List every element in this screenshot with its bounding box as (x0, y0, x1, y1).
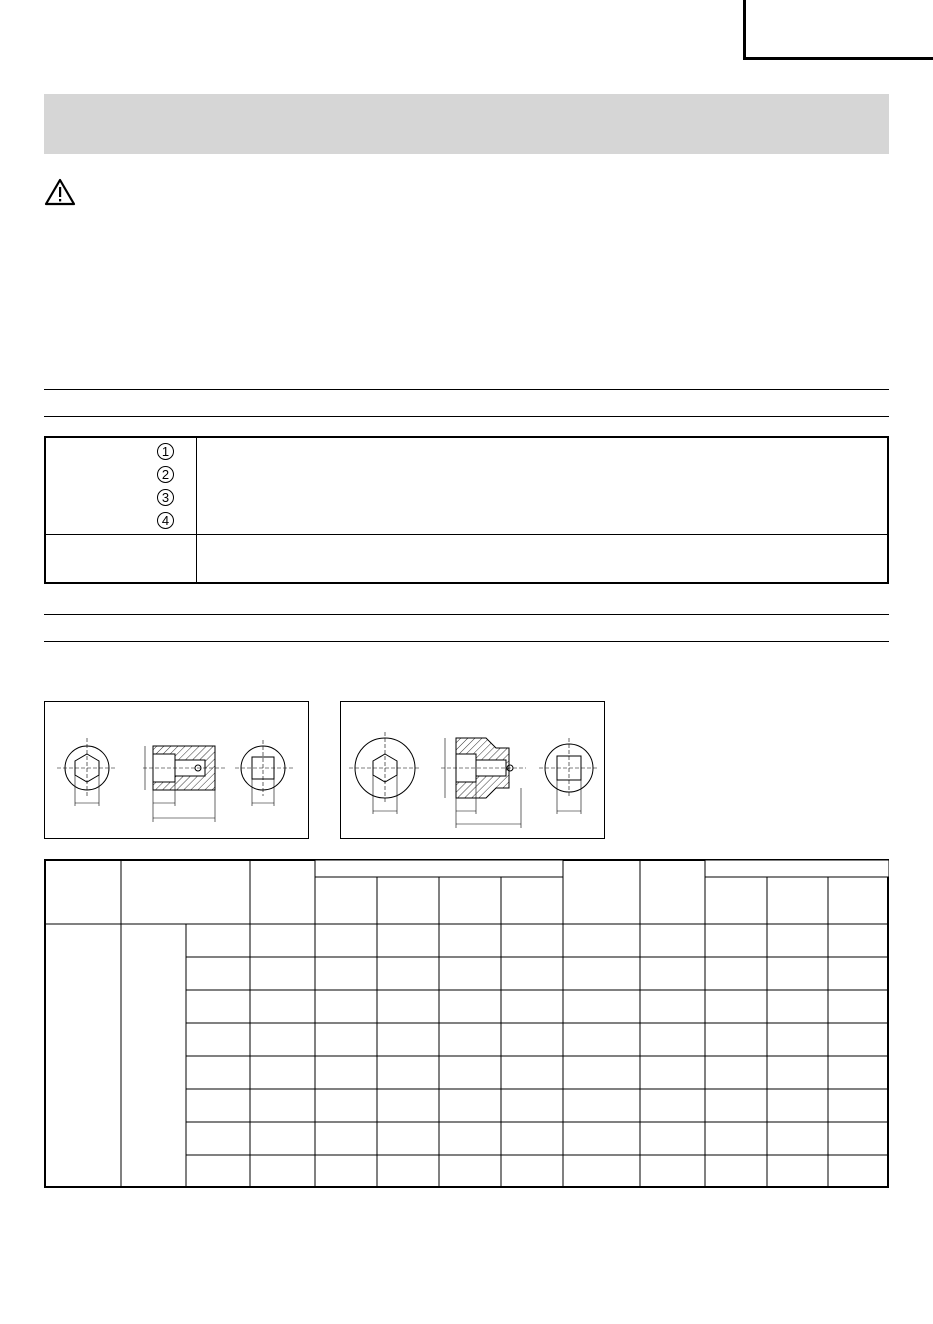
socket-figure-small (44, 701, 309, 839)
hex-end-view-icon (349, 732, 421, 814)
options-table-divider (196, 438, 197, 582)
socket-spec-table (44, 859, 889, 1188)
square-drive-end-view-icon (539, 738, 599, 814)
circled-4-icon: 4 (157, 512, 174, 529)
language-tab (743, 0, 933, 60)
socket-section-view-icon (441, 738, 526, 828)
circled-1-icon: 1 (157, 443, 174, 460)
warning-triangle-icon (44, 178, 76, 206)
circled-3-icon: 3 (157, 489, 174, 506)
rule-1 (44, 389, 889, 390)
rule-4 (44, 641, 889, 642)
circled-2-icon: 2 (157, 466, 174, 483)
hex-end-view-icon (57, 738, 117, 806)
section-title-bar (44, 94, 889, 154)
socket-figure-large (340, 701, 605, 839)
options-table (44, 436, 889, 584)
socket-section-view-icon (143, 746, 225, 822)
rule-2 (44, 416, 889, 417)
rule-3 (44, 614, 889, 615)
options-table-row-divider (46, 534, 887, 535)
square-drive-end-view-icon (235, 740, 293, 806)
